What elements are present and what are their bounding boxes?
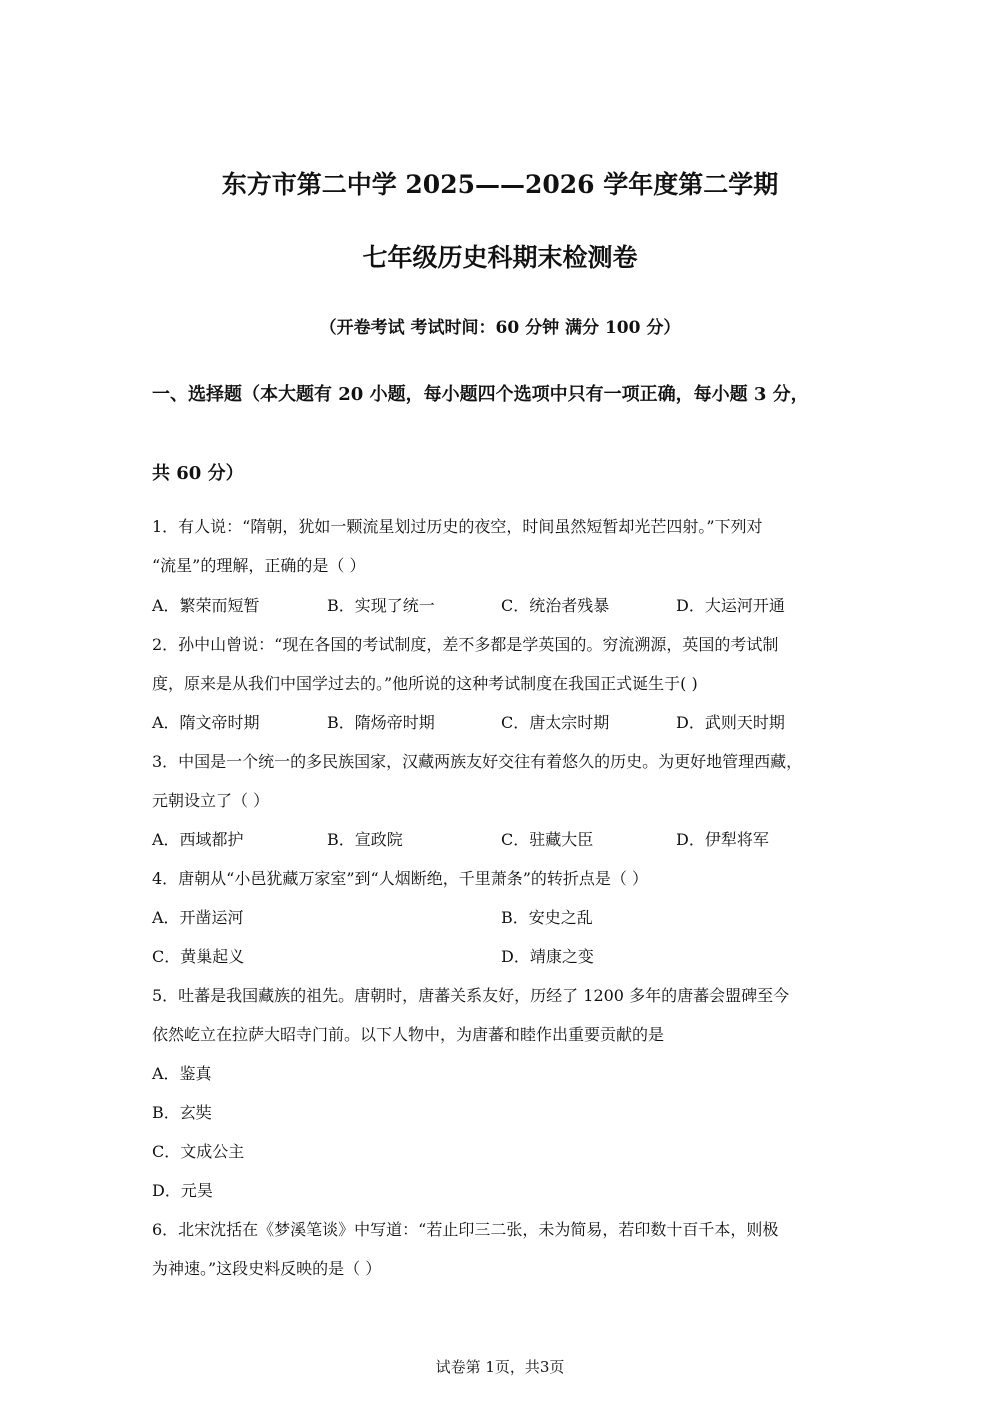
q1-stem-line2: “流星”的理解，正确的是（ ） <box>152 556 366 575</box>
q3-stem-line2: 元朝设立了（ ） <box>152 791 270 810</box>
q4-option-d: D．靖康之变 <box>501 947 594 966</box>
q2-option-c: C．唐太宗时期 <box>501 713 610 732</box>
q5-option-c: C．文成公主 <box>152 1142 245 1161</box>
q5-stem-line1: 5．吐蕃是我国藏族的祖先。唐朝时，唐蕃关系友好，历经了 1200 多年的唐蕃会盟碑至今 <box>152 986 790 1005</box>
q5-option-d: D．元昊 <box>152 1181 213 1200</box>
q4-option-a: A．开凿运河 <box>152 908 244 927</box>
q4-option-c: C．黄巢起义 <box>152 947 245 966</box>
section-heading-line1: 一、选择题（本大题有 20 小题，每小题四个选项中只有一项正确，每小题 3 分， <box>152 384 809 405</box>
q1-stem-line1: 1．有人说：“隋朝，犹如一颗流星划过历史的夜空，时间虽然短暂却光芒四射。”下列对 <box>152 517 763 536</box>
q4-option-b: B．安史之乱 <box>501 908 593 927</box>
q3-option-d: D．伊犁将军 <box>676 830 769 849</box>
q1-option-a: A．繁荣而短暂 <box>152 596 260 615</box>
exam-title-line2: 七年级历史科期末检测卷 <box>362 243 638 272</box>
section-heading-line2: 共 60 分） <box>152 463 244 484</box>
q5-option-b: B．玄奘 <box>152 1103 212 1122</box>
q5-stem-line2: 依然屹立在拉萨大昭寺门前。以下人物中，为唐蕃和睦作出重要贡献的是 <box>152 1025 665 1044</box>
q3-option-b: B．宣政院 <box>327 830 403 849</box>
q2-option-a: A．隋文帝时期 <box>152 713 260 732</box>
q5-option-a: A．鉴真 <box>152 1064 212 1083</box>
q1-option-d: D．大运河开通 <box>676 596 785 615</box>
q2-stem-line1: 2．孙中山曾说：“现在各国的考试制度，差不多都是学英国的。穷流溯源，英国的考试制 <box>152 635 779 654</box>
q3-stem-line1: 3．中国是一个统一的多民族国家，汉藏两族友好交往有着悠久的历史。为更好地管理西藏， <box>152 752 803 771</box>
q2-option-d: D．武则天时期 <box>676 713 785 732</box>
q6-stem-line1: 6．北宋沈括在《梦溪笔谈》中写道：“若止印三二张，未为简易，若印数十百千本，则极 <box>152 1220 779 1239</box>
q1-option-b: B．实现了统一 <box>327 596 435 615</box>
q1-option-c: C．统治者残暴 <box>501 596 610 615</box>
q3-option-c: C．驻藏大臣 <box>501 830 594 849</box>
exam-info: （开卷考试 考试时间：60 分钟 满分 100 分） <box>319 318 681 338</box>
exam-title-line1: 东方市第二中学 2025——2026 学年度第二学期 <box>221 170 779 199</box>
q6-stem-line2: 为神速。”这段史料反映的是（ ） <box>152 1259 382 1278</box>
q3-option-a: A．西域都护 <box>152 830 244 849</box>
q2-option-b: B．隋炀帝时期 <box>327 713 435 732</box>
q4-stem-line1: 4．唐朝从“小邑犹藏万家室”到“人烟断绝，千里萧条”的转折点是（ ） <box>152 869 648 888</box>
q2-stem-line2: 度，原来是从我们中国学过去的。”他所说的这种考试制度在我国正式诞生于( ) <box>152 674 698 693</box>
page-footer: 试卷第 1页，共3页 <box>435 1358 565 1376</box>
